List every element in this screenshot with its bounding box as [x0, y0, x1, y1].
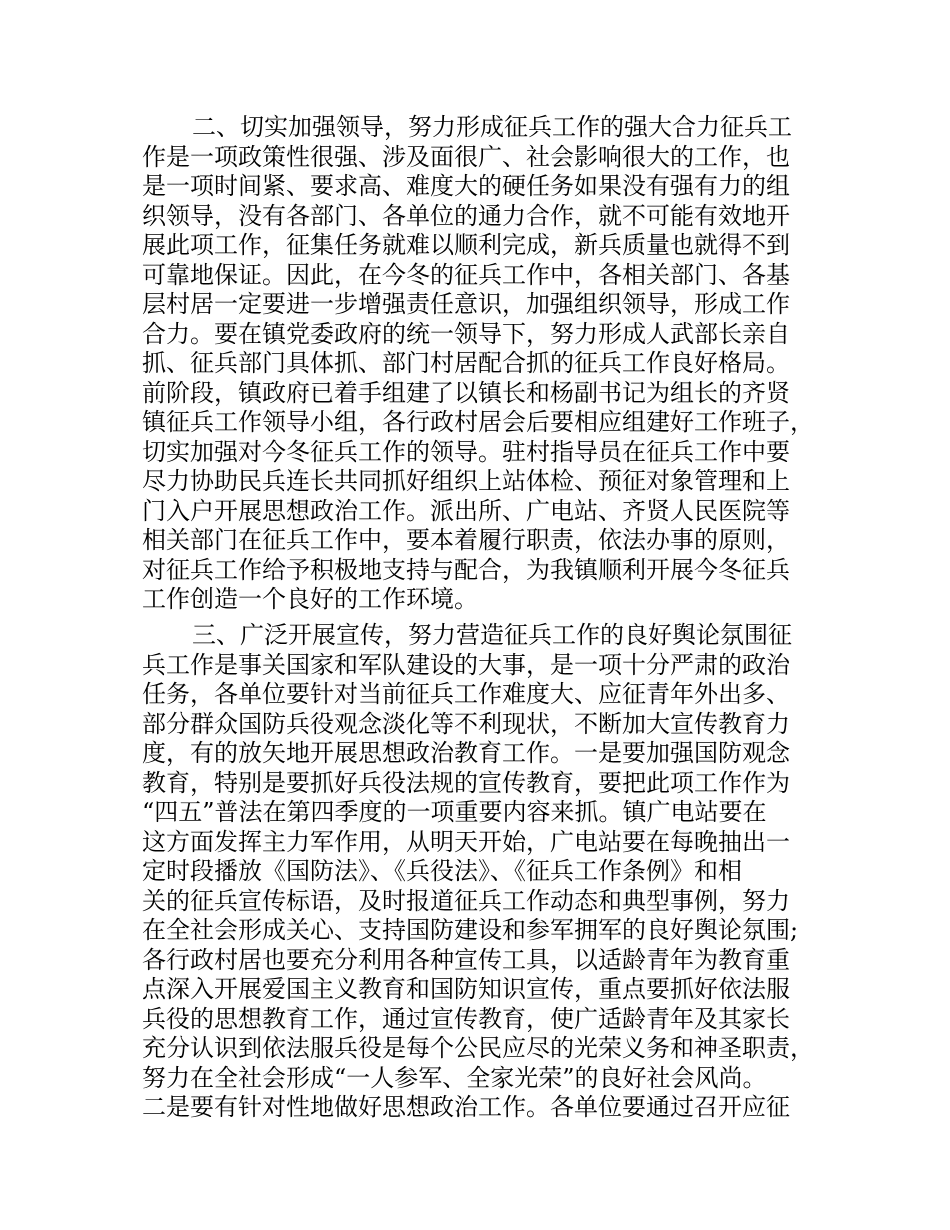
paragraph-line: 可靠地保证。因此，在今冬的征兵工作中，各相关部门、各基 — [142, 260, 790, 289]
paragraph-line: 各行政村居也要充分利用各种宣传工具，以适龄青年为教育重 — [142, 945, 790, 974]
paragraph-line: 二是要有针对性地做好思想政治工作。各单位要通过召开应征 — [142, 1093, 790, 1121]
paragraph-line: 抓、征兵部门具体抓、部门村居配合抓的征兵工作良好格局。 — [142, 349, 790, 377]
paragraph-line: 相关部门在征兵工作中，要本着履行职责，依法办事的原则， — [142, 526, 790, 554]
paragraph-line: 兵役的思想教育工作，通过宣传教育，使广适龄青年及其家长 — [142, 1004, 790, 1033]
paragraph-line: 前阶段，镇政府已着手组建了以镇长和杨副书记为组长的齐贤 — [142, 378, 790, 407]
paragraph-line: 这方面发挥主力军作用，从明天开始，广电站要在每晚抽出一 — [142, 827, 790, 856]
paragraph-line: 充分认识到依法服兵役是每个公民应尽的光荣义务和神圣职责， — [142, 1034, 814, 1062]
paragraph-line: 在全社会形成关心、支持国防建设和参军拥军的良好舆论氛围; — [142, 916, 799, 944]
paragraph-line: 尽力协助民兵连长共同抓好组织上站体检、预征对象管理和上 — [142, 467, 790, 495]
paragraph-line: 努力在全社会形成“一人参军、全家光荣”的良好社会风尚。 — [142, 1063, 767, 1092]
paragraph-line: 门入户开展思想政治工作。派出所、广电站、齐贤人民医院等 — [142, 496, 790, 525]
paragraph-line: 度，有的放矢地开展思想政治教育工作。一是要加强国防观念 — [142, 739, 790, 767]
paragraph-line: 点深入开展爱国主义教育和国防知识宣传，重点要抓好依法服 — [142, 975, 790, 1003]
paragraph-line: 作是一项政策性很强、涉及面很广、社会影响很大的工作，也 — [142, 142, 790, 171]
paragraph-leadership — [142, 113, 822, 615]
paragraph-line: 任务，各单位要针对当前征兵工作难度大、应征青年外出多、 — [142, 680, 790, 708]
paragraph-line: 切实加强对今冬征兵工作的领导。驻村指导员在征兵工作中要 — [142, 437, 790, 466]
paragraph-line: 展此项工作，征集任务就难以顺利完成，新兵质量也就得不到 — [142, 231, 790, 259]
paragraph-line: 部分群众国防兵役观念淡化等不利现状，不断加大宣传教育力 — [142, 709, 790, 738]
paragraph-line: “四五”普法在第四季度的一项重要内容来抓。镇广电站要在 — [142, 798, 767, 826]
paragraph-line: 层村居一定要进一步增强责任意识，加强组织领导，形成工作 — [142, 290, 790, 318]
paragraph-line: 织领导，没有各部门、各单位的通力合作，就不可能有效地开 — [142, 201, 790, 230]
paragraph-line: 兵工作是事关国家和军队建设的大事，是一项十分严肃的政治 — [142, 650, 790, 679]
paragraph-line: 定时段播放《国防法》、《兵役法》、《征兵工作条例》和相 — [142, 857, 742, 885]
paragraph-line: 工作创造一个良好的工作环境。 — [142, 585, 478, 613]
paragraph-line: 教育，特别是要抓好兵役法规的宣传教育，要把此项工作作为 — [142, 768, 790, 797]
paragraph-line: 关的征兵宣传标语，及时报道征兵工作动态和典型事例，努力 — [142, 886, 790, 915]
paragraph-line: 镇征兵工作领导小组，各行政村居会后要相应组建好工作班子， — [142, 408, 814, 436]
paragraph-publicity — [142, 621, 822, 1123]
paragraph-line: 对征兵工作给予积极地支持与配合，为我镇顺利开展今冬征兵 — [142, 555, 790, 584]
paragraph-line: 三、广泛开展宣传，努力营造征兵工作的良好舆论氛围征 — [192, 621, 792, 649]
paragraph-line: 合力。要在镇党委政府的统一领导下，努力形成人武部长亲自 — [142, 319, 790, 348]
paragraph-line: 是一项时间紧、要求高、难度大的硬任务如果没有强有力的组 — [142, 172, 790, 200]
paragraph-line: 二、切实加强领导，努力形成征兵工作的强大合力征兵工 — [192, 113, 792, 141]
